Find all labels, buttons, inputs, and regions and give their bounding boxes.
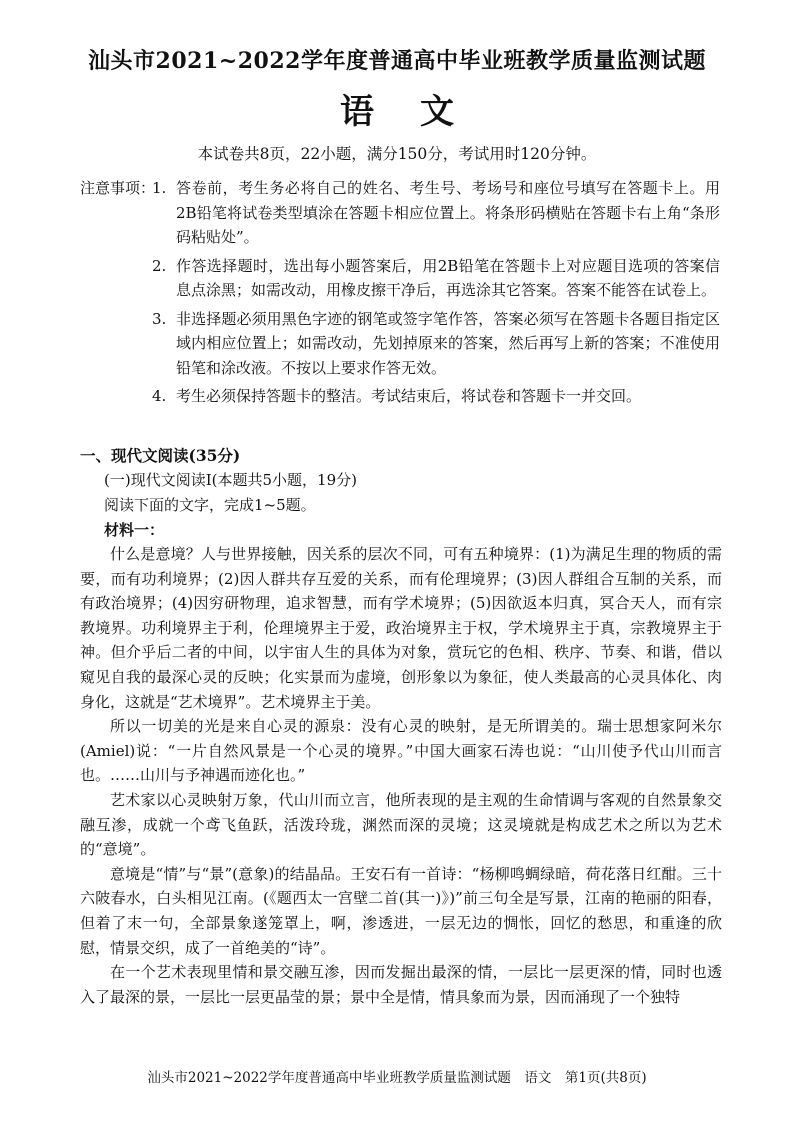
passage-paragraph: 所以一切美的光是来自心灵的源泉：没有心灵的映射，是无所谓美的。瑞士思想家阿米尔(Amiel)说：“一片自然风景是一个心灵的境界。”中国大画家石涛也说：“山川使予代山川而言也。……山川与予神遇而迹化也。” xyxy=(80,717,722,785)
exam-title: 汕头市2021~2022学年度普通高中毕业班教学质量监测试题 xyxy=(88,48,706,74)
passage-paragraph: 在一个艺术表现里情和景交融互渗，因而发掘出最深的情，一层比一层更深的情，同时也透入了最深的景，一层比一层更晶莹的景；景中全是情，情具象而为景，因而涌现了一个独特 xyxy=(80,963,722,1006)
notice-block xyxy=(80,176,720,413)
material-label: 材料一： xyxy=(104,521,165,539)
notice-item-text: 作答选择题时，选出每小题答案后，用2B铅笔在答题卡上对应题目选项的答案信息点涂黑；如需改动，用橡皮擦干净后，再选涂其它答案。答案不能答在试卷上。 xyxy=(176,256,720,299)
reading-instruction: 阅读下面的文字，完成1~5题。 xyxy=(104,496,316,514)
notice-list xyxy=(152,176,720,409)
section-heading: 一、现代文阅读(35分) xyxy=(80,446,241,465)
notice-item-number: 1. xyxy=(152,179,167,197)
passage-paragraph: 什么是意境？人与世界接触，因关系的层次不同，可有五种境界：(1)为满足生理的物质的需要，而有功利境界；(2)因人群共存互爱的关系，而有伦理境界；(3)因人群组合互制的关系，而有政治境界；(4)因穷研物理，追求智慧，而有学术境界；(5)因欲返本归真，冥合天人，而有宗教境界。功利境界主于利，伦理境界主于爱，政治境界主于权，学术境界主于真，宗教境界主于神。但介乎后二者的中间，以宇宙人生的具体为对象，赏玩它的色相、秩序、节奏、和谐，借以窥见自我的最深心灵的反映；化实景而为虚境，创形象以为象征，使人类最高的心灵具体化、肉身化，这就是“艺术境界”。艺术境界主于美。 xyxy=(80,545,722,711)
notice-item-number: 3. xyxy=(152,309,167,328)
notice-item-text: 非选择题必须用黑色字迹的钢笔或签字笔作答，答案必须写在答题卡各题目指定区域内相应位置上；如需改动，先划掉原来的答案，然后再写上新的答案；不准使用铅笔和涂改液。不按以上要求作答无效。 xyxy=(176,309,720,377)
notice-item-text: 考生必须保持答题卡的整洁。考试结束后，将试卷和答题卡一并交回。 xyxy=(176,387,642,405)
reading-passage xyxy=(80,542,722,1009)
notice-item xyxy=(152,307,720,381)
subsection-heading: (一)现代文阅读Ⅰ(本题共5小题，19分) xyxy=(104,471,357,489)
notice-label: 注意事项： xyxy=(80,179,156,197)
notice-item-number: 4. xyxy=(152,387,167,405)
passage-paragraph: 意境是“情”与“景”(意象)的结晶品。王安石有一首诗：“杨柳鸣蜩绿暗，荷花落日红酣。三十六陂春水，白头相见江南。(《题西太一宫壁二首(其一)》)”前三句全是写景，江南的艳丽的阳春，但着了末一句，全部景象遂笼罩上，啊，渗透进，一层无边的惆怅，回忆的愁思，和重逢的欣慰，情景交织，成了一首绝美的“诗”。 xyxy=(80,864,722,957)
notice-item-number: 2. xyxy=(152,256,167,275)
page-footer: 汕头市2021~2022学年度普通高中毕业班教学质量监测试题 语文 第1页(共8页) xyxy=(147,1070,647,1086)
subject-title: 语文 xyxy=(340,92,500,132)
exam-info: 本试卷共8页，22小题，满分150分，考试用时120分钟。 xyxy=(197,145,597,163)
passage-paragraph: 艺术家以心灵映射万象，代山川而立言，他所表现的是主观的生命情调与客观的自然景象交融互渗，成就一个鸢飞鱼跃，活泼玲珑，渊然而深的灵境；这灵境就是构成艺术之所以为艺术的“意境”。 xyxy=(80,790,722,859)
notice-item-text: 答卷前，考生务必将自己的姓名、考生号、考场号和座位号填写在答题卡上。用2B铅笔将试卷类型填涂在答题卡相应位置上。将条形码横贴在答题卡右上角“条形码粘贴处”。 xyxy=(176,179,720,246)
notice-item xyxy=(152,176,720,250)
notice-item xyxy=(152,384,720,409)
notice-item xyxy=(152,254,720,303)
